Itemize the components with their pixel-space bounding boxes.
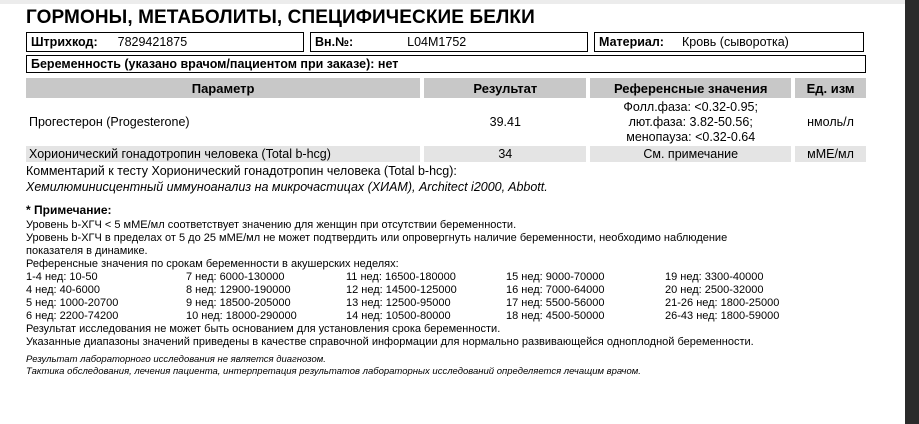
week-cell: 26-43 нед: 1800-59000 (665, 310, 780, 322)
info-row (26, 32, 876, 52)
result-hcg: 34 (424, 146, 590, 162)
week-cell: 5 нед: 1000-20700 (26, 297, 119, 309)
week-cell: 14 нед: 10500-80000 (346, 310, 451, 322)
week-cell: 20 нед: 2500-32000 (665, 284, 764, 296)
table-row (26, 146, 866, 162)
week-cell: 15 нед: 9000-70000 (506, 271, 605, 283)
week-cell: 19 нед: 3300-40000 (665, 271, 764, 283)
disclaimer (26, 354, 876, 378)
note-text: Результат исследования не может быть основанием для установления срока беременности. (26, 323, 501, 335)
week-cell: 13 нед: 12500-95000 (346, 297, 451, 309)
week-cell: 21-26 нед: 1800-25000 (665, 297, 780, 309)
lab-report (26, 4, 876, 378)
unit-progesterone: нмоль/л (807, 115, 854, 129)
header-parameter: Параметр (26, 78, 424, 98)
order-value: L04M1752 (407, 35, 467, 49)
ref-line: Фолл.фаза: <0.32-0.95; (623, 99, 758, 114)
week-cell: 12 нед: 14500-125000 (346, 284, 457, 296)
ref-line: менопауза: <0.32-0.64 (626, 129, 756, 144)
report-title: ГОРМОНЫ, МЕТАБОЛИТЫ, СПЕЦИФИЧЕСКИЕ БЕЛКИ (26, 7, 535, 28)
disclaimer-line: Тактика обследования, лечения пациента, интерпретация результатов лабораторных исследований определяется лечащим врачом. (26, 366, 641, 377)
order-label: Вн.№: (315, 35, 354, 49)
param-hcg: Хорионический гонадотропин человека (Total b-hcg) (26, 146, 424, 162)
week-cell: 1-4 нед: 10-50 (26, 271, 98, 283)
weeks-grid (26, 271, 876, 323)
note-text: Уровень b-ХГЧ < 5 мМЕ/мл соответствует значению для женщин при отсутствии беременности. (26, 219, 517, 231)
comment-line: Комментарий к тесту Хорионический гонадотропин человека (Total b-hcg): (26, 164, 457, 178)
material-value: Кровь (сыворотка) (681, 35, 789, 49)
week-cell: 9 нед: 18500-205000 (186, 297, 291, 309)
note-text: Референсные значения по срокам беременности в акушерских неделях: (26, 258, 399, 270)
results-table (26, 78, 866, 162)
week-cell: 10 нед: 18000-290000 (186, 310, 297, 322)
week-cell: 7 нед: 6000-130000 (186, 271, 285, 283)
week-cell: 16 нед: 7000-64000 (506, 284, 605, 296)
material-label: Материал: (599, 35, 664, 49)
header-unit: Ед. изм (795, 78, 866, 98)
week-cell: 11 нед: 16500-180000 (346, 271, 456, 283)
disclaimer-line: Результат лабораторного исследования не является диагнозом. (26, 354, 326, 365)
result-progesterone: 39.41 (424, 98, 590, 146)
week-cell: 6 нед: 2200-74200 (26, 310, 119, 322)
note-section (26, 204, 876, 349)
note-text: Указанные диапазоны значений приведены в качестве справочной информации для нормально развивающейся одноплодной беременности. (26, 336, 754, 348)
ref-progesterone (590, 98, 795, 146)
table-row (26, 98, 866, 146)
pregnancy-status: Беременность (указано врачом/пациентом при заказе): нет (26, 55, 866, 73)
week-cell: 4 нед: 40-6000 (26, 284, 101, 296)
test-comment (26, 163, 876, 195)
unit-hcg: мМЕ/мл (795, 146, 866, 162)
week-cell: 18 нед: 4500-50000 (506, 310, 605, 322)
week-cell: 17 нед: 5500-56000 (506, 297, 605, 309)
barcode-box (26, 32, 304, 52)
note-text: Уровень b-ХГЧ в пределах от 5 до 25 мМЕ/мл не может подтвердить или опровергнуть наличие беременности, необходимо наблюдение (26, 232, 728, 244)
barcode-value: 7829421875 (117, 35, 188, 49)
order-box (310, 32, 588, 52)
ref-line: лют.фаза: 3.82-50.56; (628, 114, 753, 129)
table-header-row (26, 78, 866, 98)
week-cell: 8 нед: 12900-190000 (186, 284, 291, 296)
material-box (594, 32, 864, 52)
note-title: * Примечание: (26, 203, 112, 217)
header-result: Результат (424, 78, 590, 98)
ref-hcg: См. примечание (590, 146, 795, 162)
right-edge (905, 0, 919, 424)
header-reference: Референсные значения (590, 78, 795, 98)
param-progesterone: Прогестерон (Progesterone) (26, 98, 424, 146)
method-line: Хемилюминисцентный иммуноанализ на микрочастицах (ХИАМ), Architect i2000, Abbott. (26, 180, 548, 194)
barcode-label: Штрихкод: (31, 35, 98, 49)
note-text: показателя в динамике. (26, 245, 148, 257)
